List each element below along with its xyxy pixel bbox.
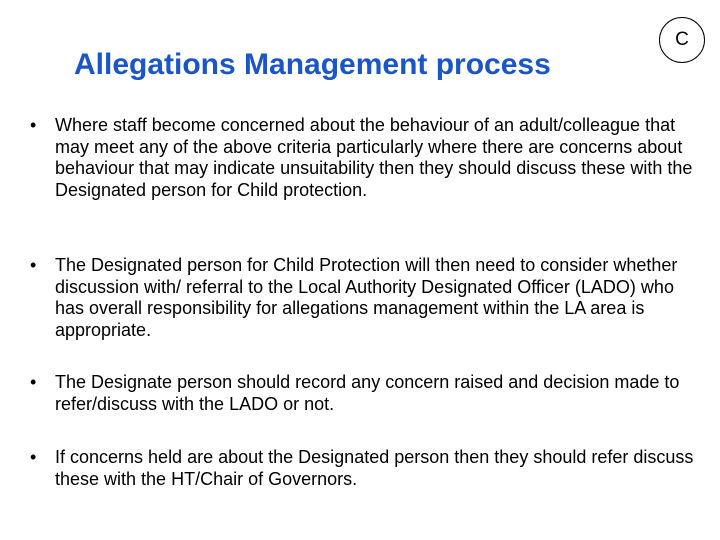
bullet-item [30, 372, 685, 415]
bullet-item [30, 115, 705, 201]
bullet-item [30, 255, 680, 341]
bullet-item [30, 447, 700, 490]
section-badge: C [659, 17, 705, 63]
bullet-dot-icon: • [30, 447, 37, 467]
bullet-dot-icon: • [30, 115, 37, 135]
bullet-text: The Designate person should record any concern raised and decision made to refer/discuss with the LADO or not. [55, 372, 680, 414]
bullet-text: The Designated person for Child Protection will then need to consider whether discussion with/ referral to the Local Authority Designated Officer (LADO) who has overall responsibility for allegations management within the LA area is appropriate. [55, 255, 678, 340]
bullet-dot-icon: • [30, 255, 37, 275]
bullet-text: Where staff become concerned about the behaviour of an adult/colleague that may meet any of the above criteria particularly where there are concerns about behaviour that may indicate unsuitability then they should discuss these with the Designated person for Child protection. [55, 115, 693, 200]
bullet-text: If concerns held are about the Designated person then they should refer discuss these with the HT/Chair of Governors. [55, 447, 694, 489]
slide-title: Allegations Management process [74, 48, 551, 81]
bullet-dot-icon: • [30, 372, 37, 392]
